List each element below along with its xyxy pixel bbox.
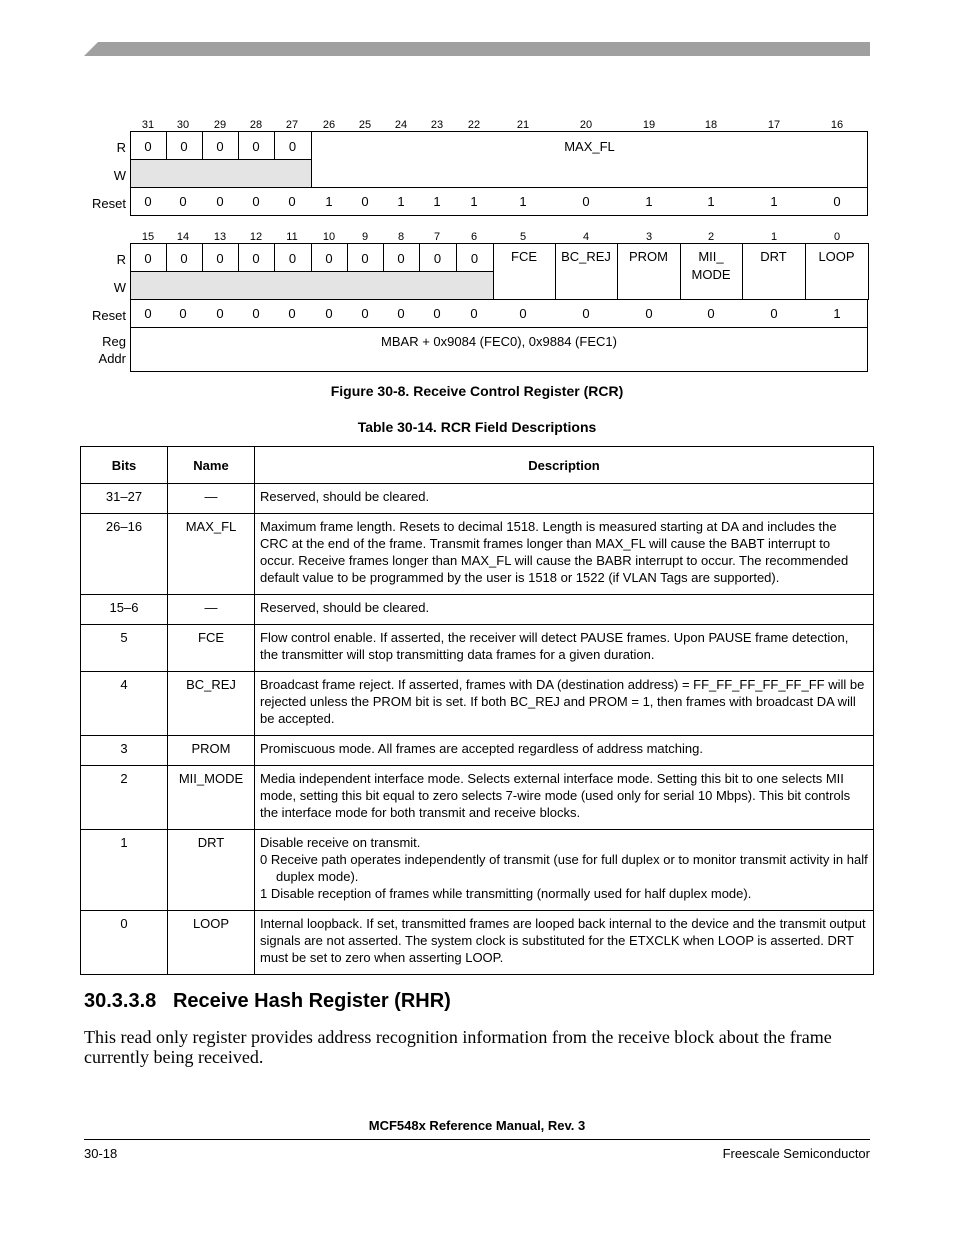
reset-value: 0 xyxy=(216,306,224,321)
bit-number: 5 xyxy=(519,231,527,243)
bit-number: 9 xyxy=(361,231,369,243)
description-list-item: 1 Disable reception of frames while transmitting (normally used for half duplex mode). xyxy=(260,886,752,901)
reset-value: 0 xyxy=(770,306,778,321)
reset-value: 0 xyxy=(397,306,405,321)
table-row xyxy=(81,736,874,766)
table-row xyxy=(81,595,874,625)
cell-description xyxy=(255,830,874,911)
cell-description xyxy=(255,484,874,514)
company-name: Freescale Semiconductor xyxy=(722,1146,870,1161)
reset-value: 0 xyxy=(179,194,187,209)
bit-number: 6 xyxy=(470,231,478,243)
row-label-r: R xyxy=(116,252,126,267)
cell-description xyxy=(255,625,874,672)
bit-number: 7 xyxy=(433,231,441,243)
bit-number: 13 xyxy=(213,231,227,243)
figure-caption: Figure 30-8. Receive Control Register (RCR) xyxy=(330,383,624,399)
cell-description xyxy=(255,514,874,595)
bit-number: 30 xyxy=(176,119,190,131)
reserved-bit-value: 0 xyxy=(325,251,333,266)
field-label: FCE xyxy=(511,249,537,264)
cell-description xyxy=(255,595,874,625)
reset-value: 1 xyxy=(645,194,653,209)
reset-value: 1 xyxy=(325,194,333,209)
reserved-bit-value: 0 xyxy=(252,251,260,266)
bit-number: 1 xyxy=(770,231,778,243)
bit-number: 28 xyxy=(249,119,263,131)
field-label: LOOP xyxy=(818,249,855,264)
reset-value: 0 xyxy=(288,306,296,321)
reset-value: 1 xyxy=(433,194,441,209)
bit-number: 29 xyxy=(213,119,227,131)
bit-number: 3 xyxy=(645,231,653,243)
reserved-bit-value: 0 xyxy=(288,251,297,266)
table-row xyxy=(81,766,874,830)
description-text: Media independent interface mode. Selects external interface mode. Setting this bit to one selects MII mode, setting this bit equal to zero selects 7-wire mode (used only for serial 10 Mbps). This bit controls the interface mode for both transmit and receive blocks. xyxy=(260,771,851,820)
reset-value: 1 xyxy=(519,194,527,209)
footer-title: MCF548x Reference Manual, Rev. 3 xyxy=(368,1118,586,1133)
bit-number: 15 xyxy=(141,231,155,243)
page-number: 30-18 xyxy=(84,1146,118,1161)
bit-number: 11 xyxy=(286,231,298,243)
bit-number: 12 xyxy=(249,231,263,243)
cell-description xyxy=(255,736,874,766)
reserved-bit-value: 0 xyxy=(144,251,152,266)
section-body: This read only register provides address recognition information from the receive block about the frame currently being received. xyxy=(84,1027,832,1067)
reset-value: 0 xyxy=(144,306,152,321)
field-label: DRT xyxy=(760,249,787,264)
reset-value: 0 xyxy=(216,194,224,209)
bit-number: 26 xyxy=(322,119,336,131)
row-label-w: W xyxy=(113,280,126,295)
bit-number: 18 xyxy=(704,119,718,131)
cell-name: BC_REJ xyxy=(168,672,255,736)
reserved-bit-value: 0 xyxy=(180,251,188,266)
field-label: MII_ MODE xyxy=(691,249,731,282)
table-caption: Table 30-14. RCR Field Descriptions xyxy=(357,419,597,435)
cell-bits: 3 xyxy=(81,736,168,766)
table-row xyxy=(81,625,874,672)
bit-number: 0 xyxy=(833,231,841,243)
header-bar xyxy=(84,42,870,56)
description-text: Disable receive on transmit. xyxy=(260,835,421,850)
reset-value: 0 xyxy=(361,194,369,209)
bit-number: 4 xyxy=(582,231,590,243)
reset-value: 1 xyxy=(707,194,715,209)
reset-value: 0 xyxy=(361,306,369,321)
bit-number: 31 xyxy=(141,119,155,131)
field-label: PROM xyxy=(629,249,668,264)
cell-description xyxy=(255,766,874,830)
reserved-bit-value: 0 xyxy=(252,139,260,154)
bit-number: 20 xyxy=(579,119,593,131)
header-name: Name xyxy=(168,447,255,484)
bit-number: 27 xyxy=(285,119,299,131)
reset-value: 0 xyxy=(325,306,333,321)
cell-bits: 5 xyxy=(81,625,168,672)
cell-description xyxy=(255,911,874,975)
reserved-bit-value: 0 xyxy=(470,251,479,266)
reserved-bit-value: 0 xyxy=(144,139,152,154)
row-label-reg-addr: Reg Addr xyxy=(98,334,126,366)
reset-value: 0 xyxy=(288,194,296,209)
bit-number: 16 xyxy=(830,119,844,131)
bit-number: 24 xyxy=(394,119,408,131)
cell-description xyxy=(255,672,874,736)
description-list-item: 0 Receive path operates independently of transmit (use for full duplex or to monitor transmit activity in half duplex mode). xyxy=(260,852,868,884)
bit-number: 25 xyxy=(358,119,372,131)
reserved-bit-value: 0 xyxy=(397,251,405,266)
table-row xyxy=(81,484,874,514)
reserved-bit-value: 0 xyxy=(216,251,224,266)
footer-rule xyxy=(84,1139,870,1140)
reset-value: 0 xyxy=(252,306,260,321)
row-label-w: W xyxy=(113,168,126,183)
reset-value: 1 xyxy=(470,194,478,209)
cell-name: — xyxy=(168,595,255,625)
reset-value: 1 xyxy=(770,194,778,209)
description-text: Promiscuous mode. All frames are accepted regardless of address matching. xyxy=(260,741,703,756)
reset-value: 0 xyxy=(707,306,715,321)
bit-number: 14 xyxy=(176,231,190,243)
header-bits: Bits xyxy=(81,447,168,484)
cell-bits: 1 xyxy=(81,830,168,911)
reset-value: 0 xyxy=(582,194,590,209)
bit-number: 8 xyxy=(397,231,405,243)
write-reserved-area xyxy=(130,159,312,188)
reset-value: 0 xyxy=(582,306,590,321)
bit-number: 10 xyxy=(322,231,336,243)
description-text: Internal loopback. If set, transmitted frames are looped back internal to the device and the transmit output signals are not asserted. The system clock is substituted for the ETXCLK when LOOP is asserted. DRT must be set to zero when asserting LOOP. xyxy=(260,916,866,965)
description-text: Broadcast frame reject. If asserted, frames with DA (destination address) = FF_FF_FF_FF_FF_FF will be rejected unless the PROM bit is set. If both BC_REJ and PROM = 1, then frames with broadcast DA will be accepted. xyxy=(260,677,865,726)
reserved-bit-value: 0 xyxy=(361,251,369,266)
reset-value: 0 xyxy=(833,194,841,209)
table-header-row xyxy=(81,447,874,484)
cell-name: — xyxy=(168,484,255,514)
row-label-reset: Reset xyxy=(92,196,126,211)
bit-number: 22 xyxy=(467,119,481,131)
field-max-fl-label: MAX_FL xyxy=(564,139,615,154)
reset-value: 0 xyxy=(645,306,653,321)
field-description-table xyxy=(80,446,874,975)
description-text: Maximum frame length. Resets to decimal 1518. Length is measured starting at DA and includes the CRC at the end of the frame. Transmit frames longer than MAX_FL will cause the BABT interrupt to occur. Receive frames longer than MAX_FL will cause the BABR interrupt to occur. The recommended default value to be programmed by the user is 1518 or 1522 (if VLAN Tags are supported). xyxy=(260,519,849,585)
table-row xyxy=(81,830,874,911)
cell-bits: 15–6 xyxy=(81,595,168,625)
reset-value: 1 xyxy=(397,194,405,209)
reset-value: 0 xyxy=(252,194,260,209)
description-text: Reserved, should be cleared. xyxy=(260,489,430,504)
reset-value: 0 xyxy=(433,306,441,321)
description-list xyxy=(260,851,868,902)
table-row xyxy=(81,514,874,595)
description-text: Flow control enable. If asserted, the receiver will detect PAUSE frames. Upon PAUSE frame detection, the transmitter will stop transmitting data frames for a given duration. xyxy=(260,630,849,662)
reset-value: 0 xyxy=(179,306,187,321)
cell-bits: 31–27 xyxy=(81,484,168,514)
cell-name: MAX_FL xyxy=(168,514,255,595)
write-reserved-area xyxy=(130,271,494,300)
description-text: Reserved, should be cleared. xyxy=(260,600,430,615)
reserved-bit-value: 0 xyxy=(433,251,442,266)
bit-number: 23 xyxy=(430,119,444,131)
cell-name: LOOP xyxy=(168,911,255,975)
reserved-bit-value: 0 xyxy=(288,139,297,154)
cell-name: PROM xyxy=(168,736,255,766)
bit-number: 17 xyxy=(767,119,781,131)
cell-name: MII_MODE xyxy=(168,766,255,830)
table-row xyxy=(81,672,874,736)
cell-name: DRT xyxy=(168,830,255,911)
reg-addr-value: MBAR + 0x9084 (FEC0), 0x9884 (FEC1) xyxy=(381,334,617,349)
row-label-reset: Reset xyxy=(92,308,126,323)
row-label-r: R xyxy=(116,140,126,155)
reset-value: 0 xyxy=(470,306,478,321)
field-label: BC_REJ xyxy=(561,249,611,264)
cell-bits: 26–16 xyxy=(81,514,168,595)
header-description: Description xyxy=(255,447,874,484)
cell-name: FCE xyxy=(168,625,255,672)
cell-bits: 4 xyxy=(81,672,168,736)
reset-value: 0 xyxy=(144,194,152,209)
cell-bits: 0 xyxy=(81,911,168,975)
bit-number: 2 xyxy=(707,231,715,243)
reset-value: 1 xyxy=(833,306,841,321)
reserved-bit-value: 0 xyxy=(216,139,224,154)
cell-bits: 2 xyxy=(81,766,168,830)
table-row xyxy=(81,911,874,975)
reset-value: 0 xyxy=(519,306,527,321)
bit-number: 19 xyxy=(642,119,656,131)
section-heading: 30.3.3.8 Receive Hash Register (RHR) xyxy=(84,990,451,1012)
bit-number: 21 xyxy=(516,119,530,131)
reserved-bit-value: 0 xyxy=(180,139,188,154)
